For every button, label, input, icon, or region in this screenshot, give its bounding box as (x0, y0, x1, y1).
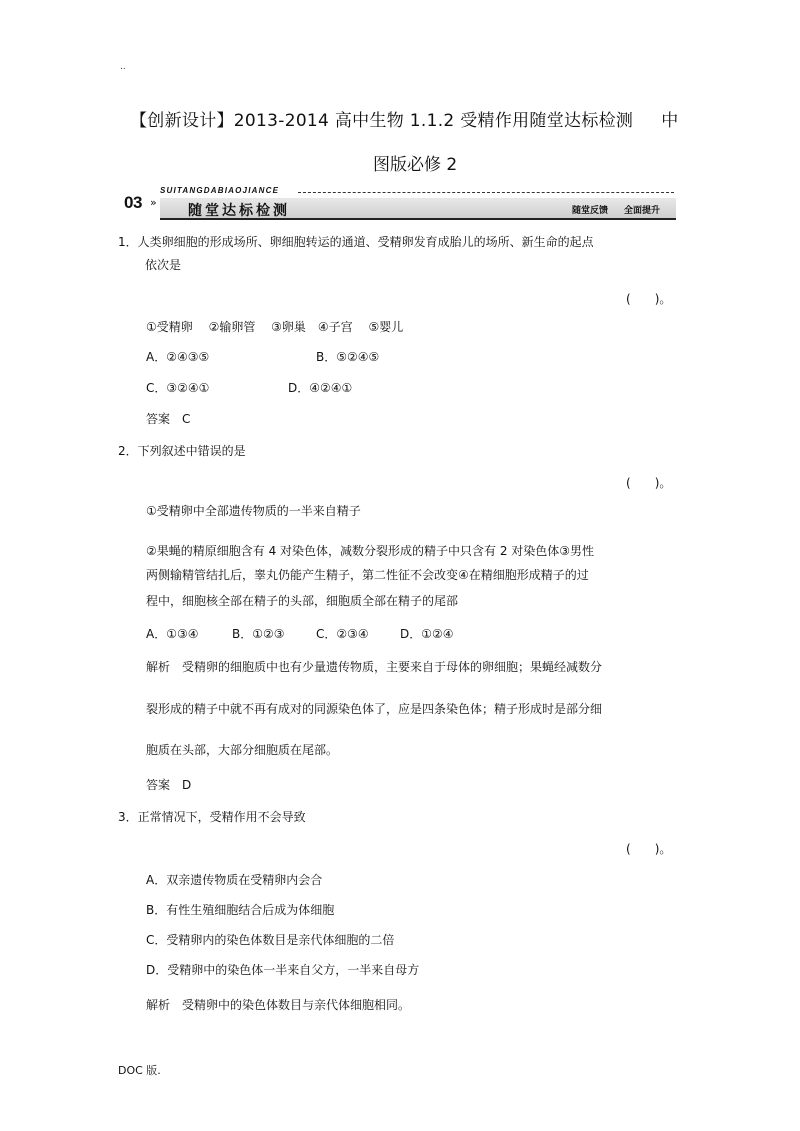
document-title-line2: 图版必修 2 (373, 155, 458, 175)
paren-close: )。 (654, 292, 672, 306)
q2-answer: 答案 D (146, 778, 192, 792)
q2-answer-paren (626, 474, 671, 491)
q2-option-b: B．①②③ (232, 627, 285, 641)
title-part-b: 中 (661, 111, 679, 131)
document-title-line1 (130, 106, 679, 131)
paren-close: )。 (654, 842, 672, 856)
paren-open: ( (626, 476, 631, 490)
paren-close: )。 (654, 476, 672, 490)
q1-stem-line2: 依次是 (145, 258, 182, 272)
q2-statement-2-line1: ②果蝇的精原细胞含有 4 对染色体，减数分裂形成的精子中只含有 2 对染色体③男性 (146, 544, 595, 558)
q1-option-d: D．④②④① (288, 381, 353, 395)
banner-label-feedback: 随堂反馈 (572, 206, 609, 216)
q3-answer-paren (626, 840, 671, 857)
banner-heading: 随堂达标检测 (188, 203, 290, 219)
q1-answer: 答案 C (146, 412, 191, 426)
q3-stem: 3．正常情况下，受精作用不会导致 (118, 810, 306, 824)
paren-open: ( (626, 292, 631, 306)
q3-explanation: 解析 受精卵中的染色体数目与亲代体细胞相同。 (146, 998, 411, 1012)
section-banner (118, 184, 676, 220)
q2-explanation-line2: 裂形成的精子中就不再有成对的同源染色体了，应是四条染色体；精子形成时是部分细 (146, 702, 603, 716)
q2-explanation-line3: 胞质在头部，大部分细胞质在尾部。 (146, 743, 339, 757)
q2-option-d: D．①②④ (400, 627, 454, 641)
banner-label-improve: 全面提升 (624, 206, 661, 216)
q1-items: ①受精卵 ②输卵管 ③卵巢 ④子宫 ⑤婴儿 (146, 320, 404, 334)
q2-statement-2-line3: 程中，细胞核全部在精子的头部，细胞质全部在精子的尾部 (146, 594, 459, 608)
banner-number: 03 (124, 193, 142, 212)
q1-stem-line1: 1．人类卵细胞的形成场所、卵细胞转运的通道、受精卵发育成胎儿的场所、新生命的起点 (118, 235, 594, 249)
q3-option-d: D．受精卵中的染色体一半来自父方，一半来自母方 (146, 963, 420, 977)
paren-open: ( (626, 842, 631, 856)
q1-option-c: C．③②④① (146, 381, 210, 395)
q3-option-a: A．双亲遗传物质在受精卵内会合 (146, 873, 323, 887)
banner-pinyin: SUITANGDABIAOJIANCE (160, 186, 280, 195)
banner-dotted-line (298, 192, 674, 193)
q2-option-c: C．②③④ (316, 627, 369, 641)
q2-option-a: A．①③④ (146, 627, 199, 641)
q2-statement-2-line2: 两侧输精管结扎后，睾丸仍能产生精子，第二性征不会改变④在精细胞形成精子的过 (146, 568, 589, 582)
q3-option-c: C．受精卵内的染色体数目是亲代体细胞的二倍 (146, 933, 395, 947)
q1-answer-paren (626, 290, 671, 307)
q2-statement-1: ①受精卵中全部遗传物质的一半来自精子 (146, 504, 361, 518)
banner-arrow-icon: » (150, 196, 157, 209)
q3-option-b: B．有性生殖细胞结合后成为体细胞 (146, 903, 335, 917)
q2-stem: 2．下列叙述中错误的是 (118, 444, 246, 458)
page-footer: DOC 版. (118, 1064, 161, 1077)
q1-option-b: B．⑤②④⑤ (316, 350, 380, 364)
header-marks: .. (120, 62, 126, 72)
q2-explanation-line1: 解析 受精卵的细胞质中也有少量遗传物质，主要来自于母体的卵细胞；果蝇经减数分 (146, 660, 603, 674)
q1-option-a: A．②④③⑤ (146, 350, 210, 364)
title-part-a: 【创新设计】2013-2014 高中生物 1.1.2 受精作用随堂达标检测 (130, 111, 634, 131)
